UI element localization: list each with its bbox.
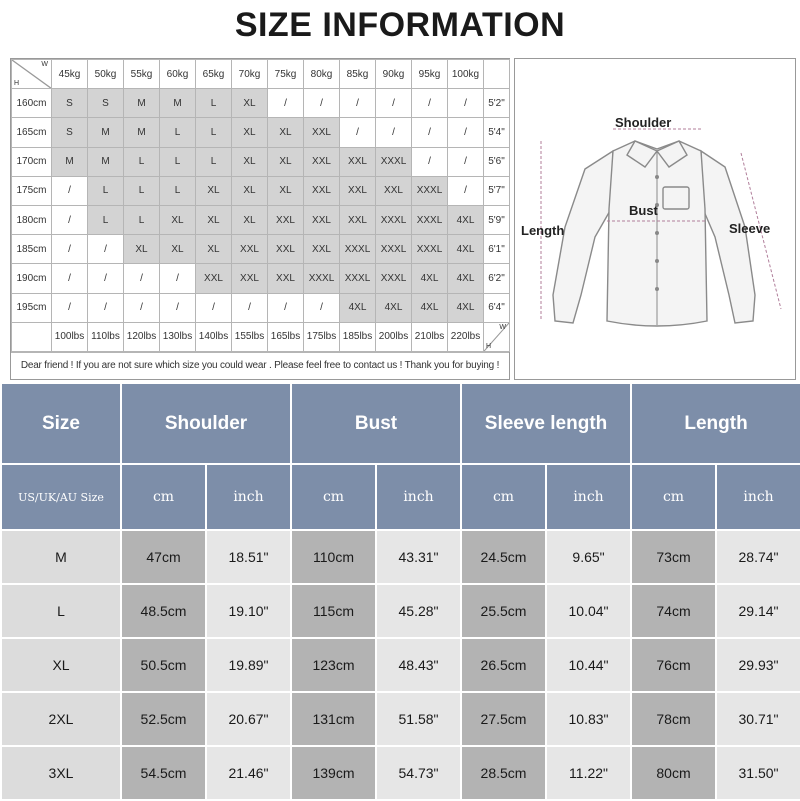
weight-kg-cell: 85kg	[340, 60, 376, 89]
size-cell: 4XL	[412, 293, 448, 322]
size-cell: /	[340, 89, 376, 118]
table-row	[1, 530, 800, 584]
height-cm-cell: 165cm	[12, 118, 52, 147]
length-inch-cell: 31.50"	[716, 746, 800, 800]
size-cell: S	[52, 89, 88, 118]
corner-weight-letter: W	[41, 61, 48, 68]
size-cell: L	[124, 205, 160, 234]
length-label: Length	[521, 223, 565, 238]
shoulder-cm-cell: 50.5cm	[121, 638, 206, 692]
size-cell: M	[88, 118, 124, 147]
weight-lbs-cell: 155lbs	[232, 322, 268, 351]
size-cell: /	[304, 89, 340, 118]
size-cell: /	[124, 293, 160, 322]
weight-lbs-cell: 110lbs	[88, 322, 124, 351]
height-cm-cell: 185cm	[12, 235, 52, 264]
height-ft-cell: 6'4"	[484, 293, 510, 322]
size-header: Size	[1, 383, 121, 464]
size-cell: /	[160, 293, 196, 322]
size-cell: XXL	[340, 147, 376, 176]
sleeve-inch-header: inch	[546, 464, 631, 530]
size-cell: 3XL	[1, 746, 121, 800]
size-cell: XL	[232, 205, 268, 234]
size-cell: L	[124, 147, 160, 176]
size-cell: L	[1, 584, 121, 638]
size-cell: XL	[160, 235, 196, 264]
size-cell: XL	[160, 205, 196, 234]
length-cm-cell: 78cm	[631, 692, 716, 746]
size-cell: XXXL	[304, 264, 340, 293]
sleeve-inch-cell: 9.65"	[546, 530, 631, 584]
size-cell: /	[376, 118, 412, 147]
shoulder-inch-cell: 20.67"	[206, 692, 291, 746]
size-cell: L	[196, 89, 232, 118]
size-cell: /	[448, 118, 484, 147]
size-cell: XXL	[376, 176, 412, 205]
size-cell: 4XL	[340, 293, 376, 322]
corner-cell	[484, 322, 510, 351]
height-cm-cell: 160cm	[12, 89, 52, 118]
length-inch-cell: 29.93"	[716, 638, 800, 692]
size-cell: /	[124, 264, 160, 293]
size-cell: /	[268, 89, 304, 118]
weight-lbs-cell: 210lbs	[412, 322, 448, 351]
shoulder-inch-cell: 19.89"	[206, 638, 291, 692]
shoulder-cm-cell: 48.5cm	[121, 584, 206, 638]
size-cell: XL	[196, 176, 232, 205]
sleeve-length-header: Sleeve length	[461, 383, 631, 464]
size-unit-header: US/UK/AU Size	[1, 464, 121, 530]
sleeve-cm-cell: 25.5cm	[461, 584, 546, 638]
table-row	[12, 264, 510, 293]
size-cell: XXL	[304, 147, 340, 176]
size-cell: XL	[1, 638, 121, 692]
size-cell: /	[88, 293, 124, 322]
shoulder-inch-cell: 18.51"	[206, 530, 291, 584]
size-cell: /	[160, 264, 196, 293]
size-cell: /	[268, 293, 304, 322]
size-guide-table	[11, 59, 510, 352]
length-inch-cell: 28.74"	[716, 530, 800, 584]
height-cm-cell: 180cm	[12, 205, 52, 234]
size-cell: XXL	[196, 264, 232, 293]
size-cell: XXXL	[376, 235, 412, 264]
length-cm-cell: 74cm	[631, 584, 716, 638]
size-cell: XXL	[304, 118, 340, 147]
table-row	[12, 89, 510, 118]
size-cell: XXL	[232, 264, 268, 293]
height-cm-cell: 170cm	[12, 147, 52, 176]
bust-cm-cell: 139cm	[291, 746, 376, 800]
size-cell: 4XL	[448, 264, 484, 293]
size-cell: /	[196, 293, 232, 322]
size-cell: M	[160, 89, 196, 118]
weight-kg-cell: 75kg	[268, 60, 304, 89]
size-cell: M	[124, 89, 160, 118]
height-ft-cell: 6'2"	[484, 264, 510, 293]
sleeve-label: Sleeve	[729, 221, 771, 236]
table-row	[12, 235, 510, 264]
table-row	[12, 205, 510, 234]
weight-lbs-cell: 220lbs	[448, 322, 484, 351]
size-cell: /	[304, 293, 340, 322]
table-row	[12, 147, 510, 176]
weight-kg-cell: 50kg	[88, 60, 124, 89]
size-cell: XL	[232, 176, 268, 205]
size-cell: /	[412, 118, 448, 147]
size-cell: M	[88, 147, 124, 176]
size-cell: /	[448, 89, 484, 118]
size-cell: 4XL	[448, 293, 484, 322]
size-cell: XXXL	[376, 205, 412, 234]
weight-lbs-cell: 100lbs	[52, 322, 88, 351]
weight-lbs-cell: 200lbs	[376, 322, 412, 351]
size-cell: /	[52, 235, 88, 264]
bust-cm-cell: 123cm	[291, 638, 376, 692]
table-row	[1, 692, 800, 746]
size-cell: M	[1, 530, 121, 584]
size-guide-chart	[10, 58, 510, 380]
sleeve-cm-cell: 27.5cm	[461, 692, 546, 746]
size-cell: XL	[268, 176, 304, 205]
length-inch-header: inch	[716, 464, 800, 530]
height-ft-cell: 6'1"	[484, 235, 510, 264]
bust-cm-cell: 110cm	[291, 530, 376, 584]
bust-cm-header: cm	[291, 464, 376, 530]
weight-lbs-row	[12, 322, 510, 351]
height-ft-cell: 5'2"	[484, 89, 510, 118]
table-row	[1, 638, 800, 692]
bust-label: Bust	[629, 203, 658, 218]
sleeve-cm-cell: 26.5cm	[461, 638, 546, 692]
height-ft-cell: 5'4"	[484, 118, 510, 147]
height-ft-cell: 5'6"	[484, 147, 510, 176]
size-cell: XXL	[304, 235, 340, 264]
size-cell: /	[88, 235, 124, 264]
size-cell: XXL	[340, 176, 376, 205]
shirt-illustration	[515, 59, 795, 379]
sleeve-inch-cell: 10.83"	[546, 692, 631, 746]
shoulder-cm-cell: 47cm	[121, 530, 206, 584]
size-cell: 2XL	[1, 692, 121, 746]
size-cell: S	[88, 89, 124, 118]
size-cell: L	[124, 176, 160, 205]
size-cell: XXXL	[412, 205, 448, 234]
size-cell: 4XL	[376, 293, 412, 322]
size-cell: L	[160, 176, 196, 205]
shoulder-inch-header: inch	[206, 464, 291, 530]
length-header: Length	[631, 383, 800, 464]
table-row	[12, 118, 510, 147]
size-cell: /	[412, 89, 448, 118]
size-cell: XXL	[232, 235, 268, 264]
sleeve-cm-cell: 28.5cm	[461, 746, 546, 800]
size-cell: XL	[124, 235, 160, 264]
measurement-table	[0, 382, 800, 801]
size-cell: L	[160, 147, 196, 176]
bust-inch-cell: 43.31"	[376, 530, 461, 584]
size-cell: XXXL	[376, 264, 412, 293]
size-cell: XXXL	[412, 176, 448, 205]
size-cell: L	[160, 118, 196, 147]
weight-kg-cell: 80kg	[304, 60, 340, 89]
size-cell: L	[196, 147, 232, 176]
size-cell: /	[412, 147, 448, 176]
size-cell: /	[340, 118, 376, 147]
shoulder-inch-cell: 21.46"	[206, 746, 291, 800]
size-cell: L	[196, 118, 232, 147]
size-cell: M	[124, 118, 160, 147]
size-cell: XL	[196, 205, 232, 234]
weight-lbs-cell: 130lbs	[160, 322, 196, 351]
page-title: SIZE INFORMATION	[234, 6, 566, 44]
height-cm-cell: 190cm	[12, 264, 52, 293]
weight-kg-cell: 45kg	[52, 60, 88, 89]
bust-cm-cell: 131cm	[291, 692, 376, 746]
corner-height-letter: H	[486, 342, 492, 350]
length-cm-cell: 80cm	[631, 746, 716, 800]
length-cm-cell: 76cm	[631, 638, 716, 692]
table-row	[1, 584, 800, 638]
weight-kg-cell: 70kg	[232, 60, 268, 89]
size-cell: XXL	[304, 176, 340, 205]
size-cell: /	[52, 293, 88, 322]
weight-kg-cell: 60kg	[160, 60, 196, 89]
table-row	[12, 176, 510, 205]
size-cell: XXXL	[340, 264, 376, 293]
sleeve-cm-header: cm	[461, 464, 546, 530]
size-cell: XXL	[340, 205, 376, 234]
corner-height-letter: H	[14, 80, 20, 88]
bust-inch-cell: 45.28"	[376, 584, 461, 638]
height-cm-cell: 175cm	[12, 176, 52, 205]
size-cell: L	[88, 205, 124, 234]
table-row	[12, 293, 510, 322]
size-cell: XL	[196, 235, 232, 264]
weight-kg-cell: 90kg	[376, 60, 412, 89]
size-guide-note: Dear friend ! If you are not sure which size you could wear . Please feel free to contact us ! Thank you for buying !	[11, 352, 509, 378]
corner-cell	[12, 60, 52, 89]
bust-inch-header: inch	[376, 464, 461, 530]
table-row	[1, 746, 800, 800]
size-cell: S	[52, 118, 88, 147]
size-cell: /	[52, 205, 88, 234]
bust-cm-cell: 115cm	[291, 584, 376, 638]
blank-cell	[12, 322, 52, 351]
weight-lbs-cell: 120lbs	[124, 322, 160, 351]
weight-kg-row	[12, 60, 510, 89]
shoulder-cm-cell: 54.5cm	[121, 746, 206, 800]
bust-header: Bust	[291, 383, 461, 464]
size-cell: XXL	[268, 235, 304, 264]
size-cell: /	[232, 293, 268, 322]
sleeve-inch-cell: 10.44"	[546, 638, 631, 692]
size-cell: /	[52, 176, 88, 205]
size-cell: XL	[232, 89, 268, 118]
length-inch-cell: 30.71"	[716, 692, 800, 746]
weight-kg-cell: 55kg	[124, 60, 160, 89]
shoulder-cm-cell: 52.5cm	[121, 692, 206, 746]
shoulder-header: Shoulder	[121, 383, 291, 464]
bust-inch-cell: 54.73"	[376, 746, 461, 800]
sleeve-cm-cell: 24.5cm	[461, 530, 546, 584]
size-cell: XXXL	[376, 147, 412, 176]
corner-weight-letter: W	[499, 323, 506, 331]
weight-kg-cell: 65kg	[196, 60, 232, 89]
size-cell: L	[88, 176, 124, 205]
length-cm-header: cm	[631, 464, 716, 530]
size-cell: XXL	[304, 205, 340, 234]
size-cell: XXXL	[340, 235, 376, 264]
length-inch-cell: 29.14"	[716, 584, 800, 638]
blank-cell	[484, 60, 510, 89]
height-ft-cell: 5'7"	[484, 176, 510, 205]
weight-lbs-cell: 185lbs	[340, 322, 376, 351]
length-cm-cell: 73cm	[631, 530, 716, 584]
weight-kg-cell: 95kg	[412, 60, 448, 89]
sleeve-inch-cell: 11.22"	[546, 746, 631, 800]
size-cell: XL	[268, 118, 304, 147]
size-cell: XXL	[268, 264, 304, 293]
size-cell: XL	[232, 147, 268, 176]
size-cell: M	[52, 147, 88, 176]
size-cell: XXL	[268, 205, 304, 234]
size-cell: /	[52, 264, 88, 293]
size-cell: XL	[232, 118, 268, 147]
size-cell: XL	[268, 147, 304, 176]
weight-lbs-cell: 140lbs	[196, 322, 232, 351]
sleeve-inch-cell: 10.04"	[546, 584, 631, 638]
size-cell: /	[448, 147, 484, 176]
height-ft-cell: 5'9"	[484, 205, 510, 234]
size-cell: 4XL	[412, 264, 448, 293]
size-cell: /	[448, 176, 484, 205]
shoulder-inch-cell: 19.10"	[206, 584, 291, 638]
shirt-diagram	[514, 58, 796, 380]
size-cell: XXXL	[412, 235, 448, 264]
size-cell: /	[376, 89, 412, 118]
bust-inch-cell: 51.58"	[376, 692, 461, 746]
shoulder-cm-header: cm	[121, 464, 206, 530]
height-cm-cell: 195cm	[12, 293, 52, 322]
shoulder-label: Shoulder	[615, 115, 672, 130]
size-cell: /	[88, 264, 124, 293]
size-cell: 4XL	[448, 235, 484, 264]
weight-kg-cell: 100kg	[448, 60, 484, 89]
size-cell: 4XL	[448, 205, 484, 234]
weight-lbs-cell: 175lbs	[304, 322, 340, 351]
bust-inch-cell: 48.43"	[376, 638, 461, 692]
weight-lbs-cell: 165lbs	[268, 322, 304, 351]
